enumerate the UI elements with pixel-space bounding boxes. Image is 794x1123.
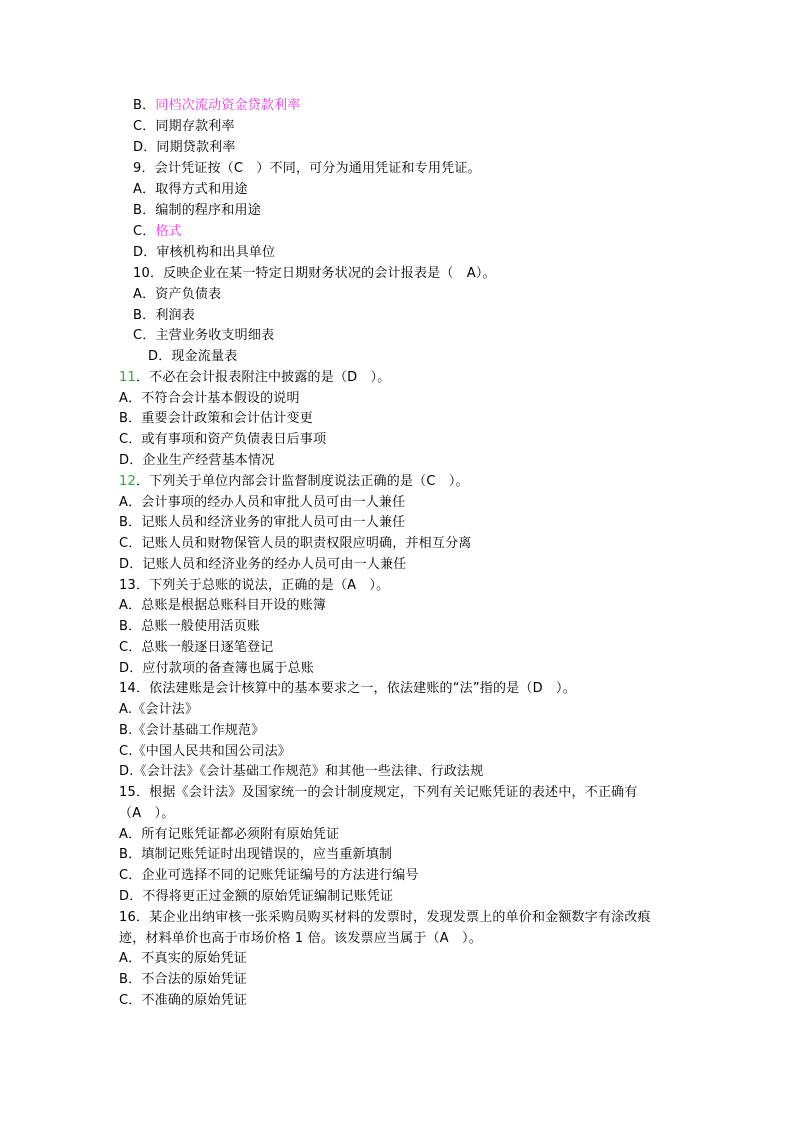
option-line: A．取得方式和用途 xyxy=(133,182,248,197)
option-line: B．填制记账凭证时出现错误的，应当重新填制 xyxy=(119,847,393,862)
question-line xyxy=(119,472,469,492)
option-line: C．企业可选择不同的记账凭证编号的方法进行编号 xyxy=(119,868,419,883)
option-line: B.《会计基础工作规范》 xyxy=(119,723,265,738)
option-prefix: B． xyxy=(133,98,156,113)
question-line xyxy=(119,368,390,388)
option-line: C．总账一般逐日逐笔登记 xyxy=(119,640,274,655)
question-text: ．下列关于单位内部会计监督制度说法正确的是（C ）。 xyxy=(135,474,469,489)
option-line: C．主营业务收支明细表 xyxy=(133,328,275,343)
option-line: B．重要会计政策和会计估计变更 xyxy=(119,411,313,426)
option-line: D．企业生产经营基本情况 xyxy=(119,453,275,468)
option-prefix: C． xyxy=(133,224,156,239)
option-line: D．记账人员和经济业务的经办人员可由一人兼任 xyxy=(119,557,407,572)
option-line: B．总账一般使用活页账 xyxy=(119,619,261,634)
option-line: A.《会计法》 xyxy=(119,702,199,717)
highlighted-answer: 格式 xyxy=(155,224,182,239)
option-line: C．记账人员和财物保管人员的职责权限应明确，并相互分离 xyxy=(119,536,472,551)
option-line: D．不得将更正过金额的原始凭证编制记账凭证 xyxy=(119,889,394,904)
option-line xyxy=(133,96,301,116)
option-line: B．编制的程序和用途 xyxy=(133,203,261,218)
option-line: D．同期贷款利率 xyxy=(133,140,236,155)
option-line xyxy=(133,222,182,242)
option-line: C．同期存款利率 xyxy=(133,119,235,134)
option-line: A．总账是根据总账科目开设的账簿 xyxy=(119,598,327,613)
question-number: 11 xyxy=(119,370,136,385)
option-line: A．会计事项的经办人员和审批人员可由一人兼任 xyxy=(119,495,406,510)
question-line-continued: （A ）。 xyxy=(119,806,175,821)
option-line: D．应付款项的备查簿也属于总账 xyxy=(119,661,315,676)
option-line: A．不符合会计基本假设的说明 xyxy=(119,391,300,406)
option-line: B．利润表 xyxy=(133,308,195,323)
question-text: ．不必在会计报表附注中披露的是（D ）。 xyxy=(135,370,391,385)
option-line: C．或有事项和资产负债表日后事项 xyxy=(119,432,327,447)
question-line-continued: 迹，材料单价也高于市场价格 1 倍。该发票应当属于（A ）。 xyxy=(119,931,482,946)
question-line: 16．某企业出纳审核一张采购员购买材料的发票时，发现发票上的单价和金额数字有涂改痕 xyxy=(119,910,651,925)
option-line: A．资产负债表 xyxy=(133,287,222,302)
question-line: 10．反映企业在某一特定日期财务状况的会计报表是（ A）。 xyxy=(133,266,496,281)
option-line: C．不准确的原始凭证 xyxy=(119,993,248,1008)
option-line: B．不合法的原始凭证 xyxy=(119,972,247,987)
question-line: 13．下列关于总账的说法，正确的是（A ）。 xyxy=(119,578,390,593)
option-line: D．现金流量表 xyxy=(148,349,238,364)
option-line: A．不真实的原始凭证 xyxy=(119,951,247,966)
question-number: 12 xyxy=(119,474,136,489)
highlighted-answer: 同档次流动资金贷款利率 xyxy=(155,98,301,113)
question-line: 9．会计凭证按（C ）不同，可分为通用凭证和专用凭证。 xyxy=(133,161,481,176)
question-line: 14．依法建账是会计核算中的基本要求之一，依法建账的“法”指的是（D ）。 xyxy=(119,681,576,696)
option-line: B．记账人员和经济业务的审批人员可由一人兼任 xyxy=(119,515,406,530)
option-line: D.《会计法》《会计基础工作规范》和其他一些法律、行政法规 xyxy=(119,764,484,779)
question-line: 15．根据《会计法》及国家统一的会计制度规定，下列有关记账凭证的表述中，不正确有 xyxy=(119,785,638,800)
option-line: A．所有记账凭证都必须附有原始凭证 xyxy=(119,827,340,842)
option-line: D．审核机构和出具单位 xyxy=(133,245,276,260)
option-line: C.《中国人民共和国公司法》 xyxy=(119,744,292,759)
